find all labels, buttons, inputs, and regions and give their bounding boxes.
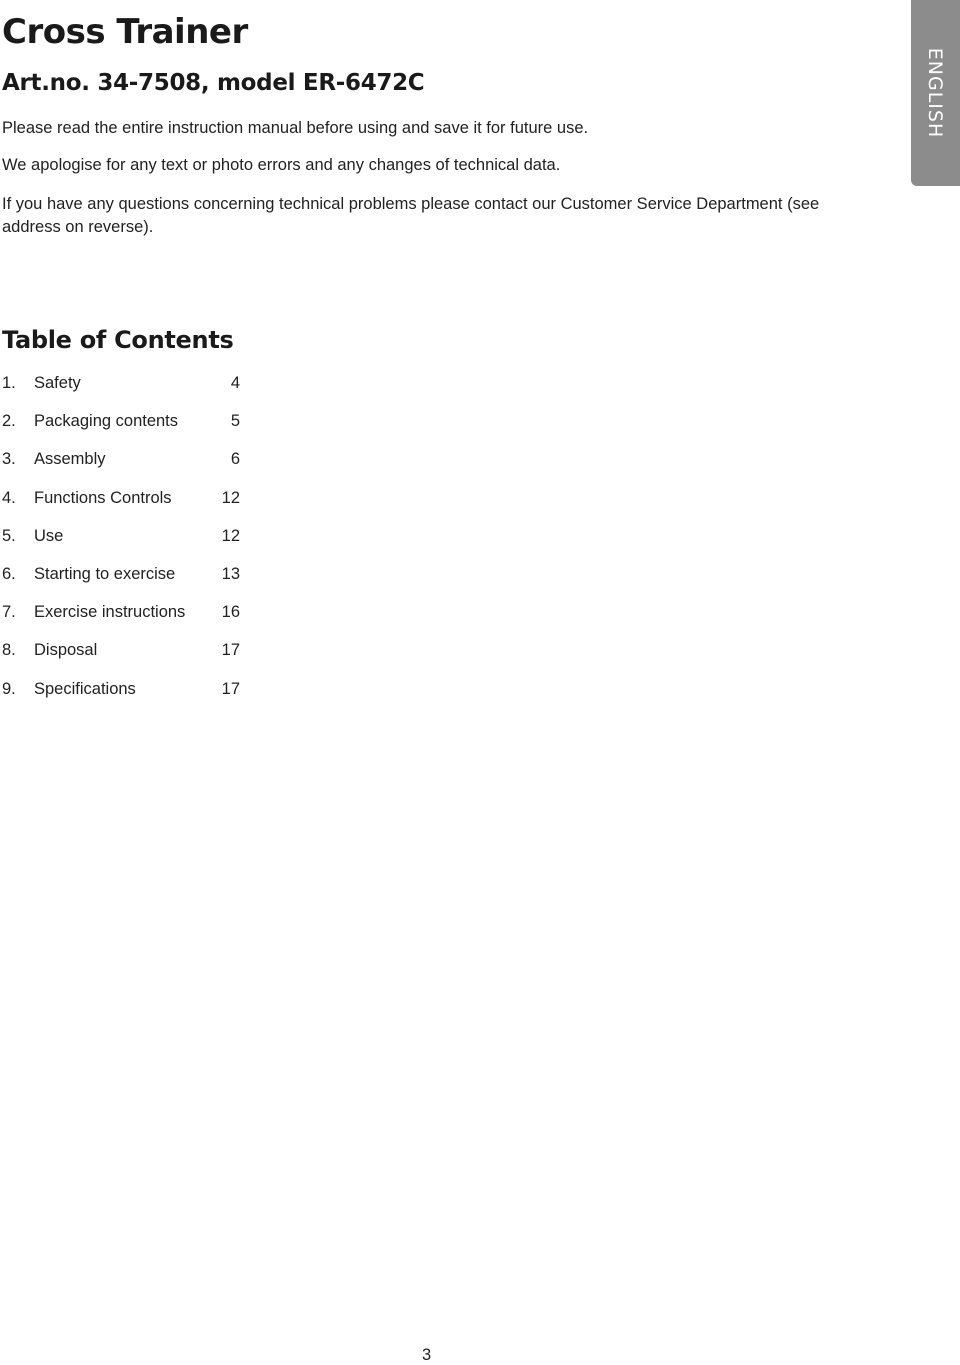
toc-item-number: 3. — [2, 450, 16, 469]
toc-item-label: Safety — [34, 374, 81, 392]
toc-item-page: 17 — [221, 679, 240, 698]
table-of-contents — [2, 372, 244, 716]
document-title: Cross Trainer — [2, 12, 248, 52]
toc-item-page: 16 — [221, 603, 240, 622]
toc-item-page: 13 — [221, 564, 240, 583]
toc-item-number: 4. — [2, 488, 16, 507]
toc-item-label: Exercise instructions — [34, 603, 186, 622]
toc-heading: Table of Contents — [2, 326, 234, 354]
toc-item-label: Starting to exercise — [34, 564, 176, 583]
intro-paragraph-read-manual: Please read the entire instruction manual before using and save it for future use. — [2, 119, 589, 137]
toc-item-label: Disposal — [34, 641, 98, 660]
model-subtitle: Art.no. 34-7508, model ER-6472C — [2, 70, 425, 96]
toc-item[interactable] — [2, 563, 244, 601]
toc-item-page: 6 — [230, 450, 240, 469]
toc-item-label: Assembly — [34, 450, 106, 469]
toc-item-number: 8. — [2, 641, 16, 660]
toc-item-number: 2. — [2, 412, 16, 431]
toc-item-number: 1. — [2, 374, 16, 392]
toc-item-number: 5. — [2, 526, 16, 545]
toc-item-number: 7. — [2, 603, 16, 622]
toc-item-label: Use — [34, 526, 64, 545]
toc-item-page: 12 — [221, 526, 240, 545]
language-tab-label: ENGLISH — [924, 47, 947, 139]
toc-item-label: Functions Controls — [34, 488, 172, 507]
toc-item-number: 9. — [2, 679, 16, 698]
toc-item-page: 12 — [221, 488, 240, 507]
toc-item-page: 4 — [230, 374, 240, 392]
toc-item-page: 17 — [221, 641, 240, 660]
intro-paragraph-apology: We apologise for any text or photo errors and any changes of technical data. — [2, 156, 561, 174]
toc-item[interactable] — [2, 487, 244, 525]
page-number: 3 — [422, 1346, 432, 1364]
intro-paragraph-contact: If you have any questions concerning technical problems please contact our Customer Service Department (see address on reverse). — [2, 195, 820, 236]
toc-item[interactable] — [2, 678, 244, 716]
toc-item[interactable] — [2, 639, 244, 677]
toc-item-number: 6. — [2, 564, 16, 583]
toc-item-page: 5 — [230, 412, 240, 431]
toc-item[interactable] — [2, 410, 244, 448]
toc-item[interactable] — [2, 601, 244, 639]
language-tab — [911, 0, 960, 186]
toc-item-label: Packaging contents — [34, 412, 179, 431]
toc-item[interactable] — [2, 448, 244, 486]
toc-item-label: Specifications — [34, 679, 136, 698]
toc-item[interactable] — [2, 525, 244, 563]
toc-item[interactable] — [2, 372, 244, 410]
